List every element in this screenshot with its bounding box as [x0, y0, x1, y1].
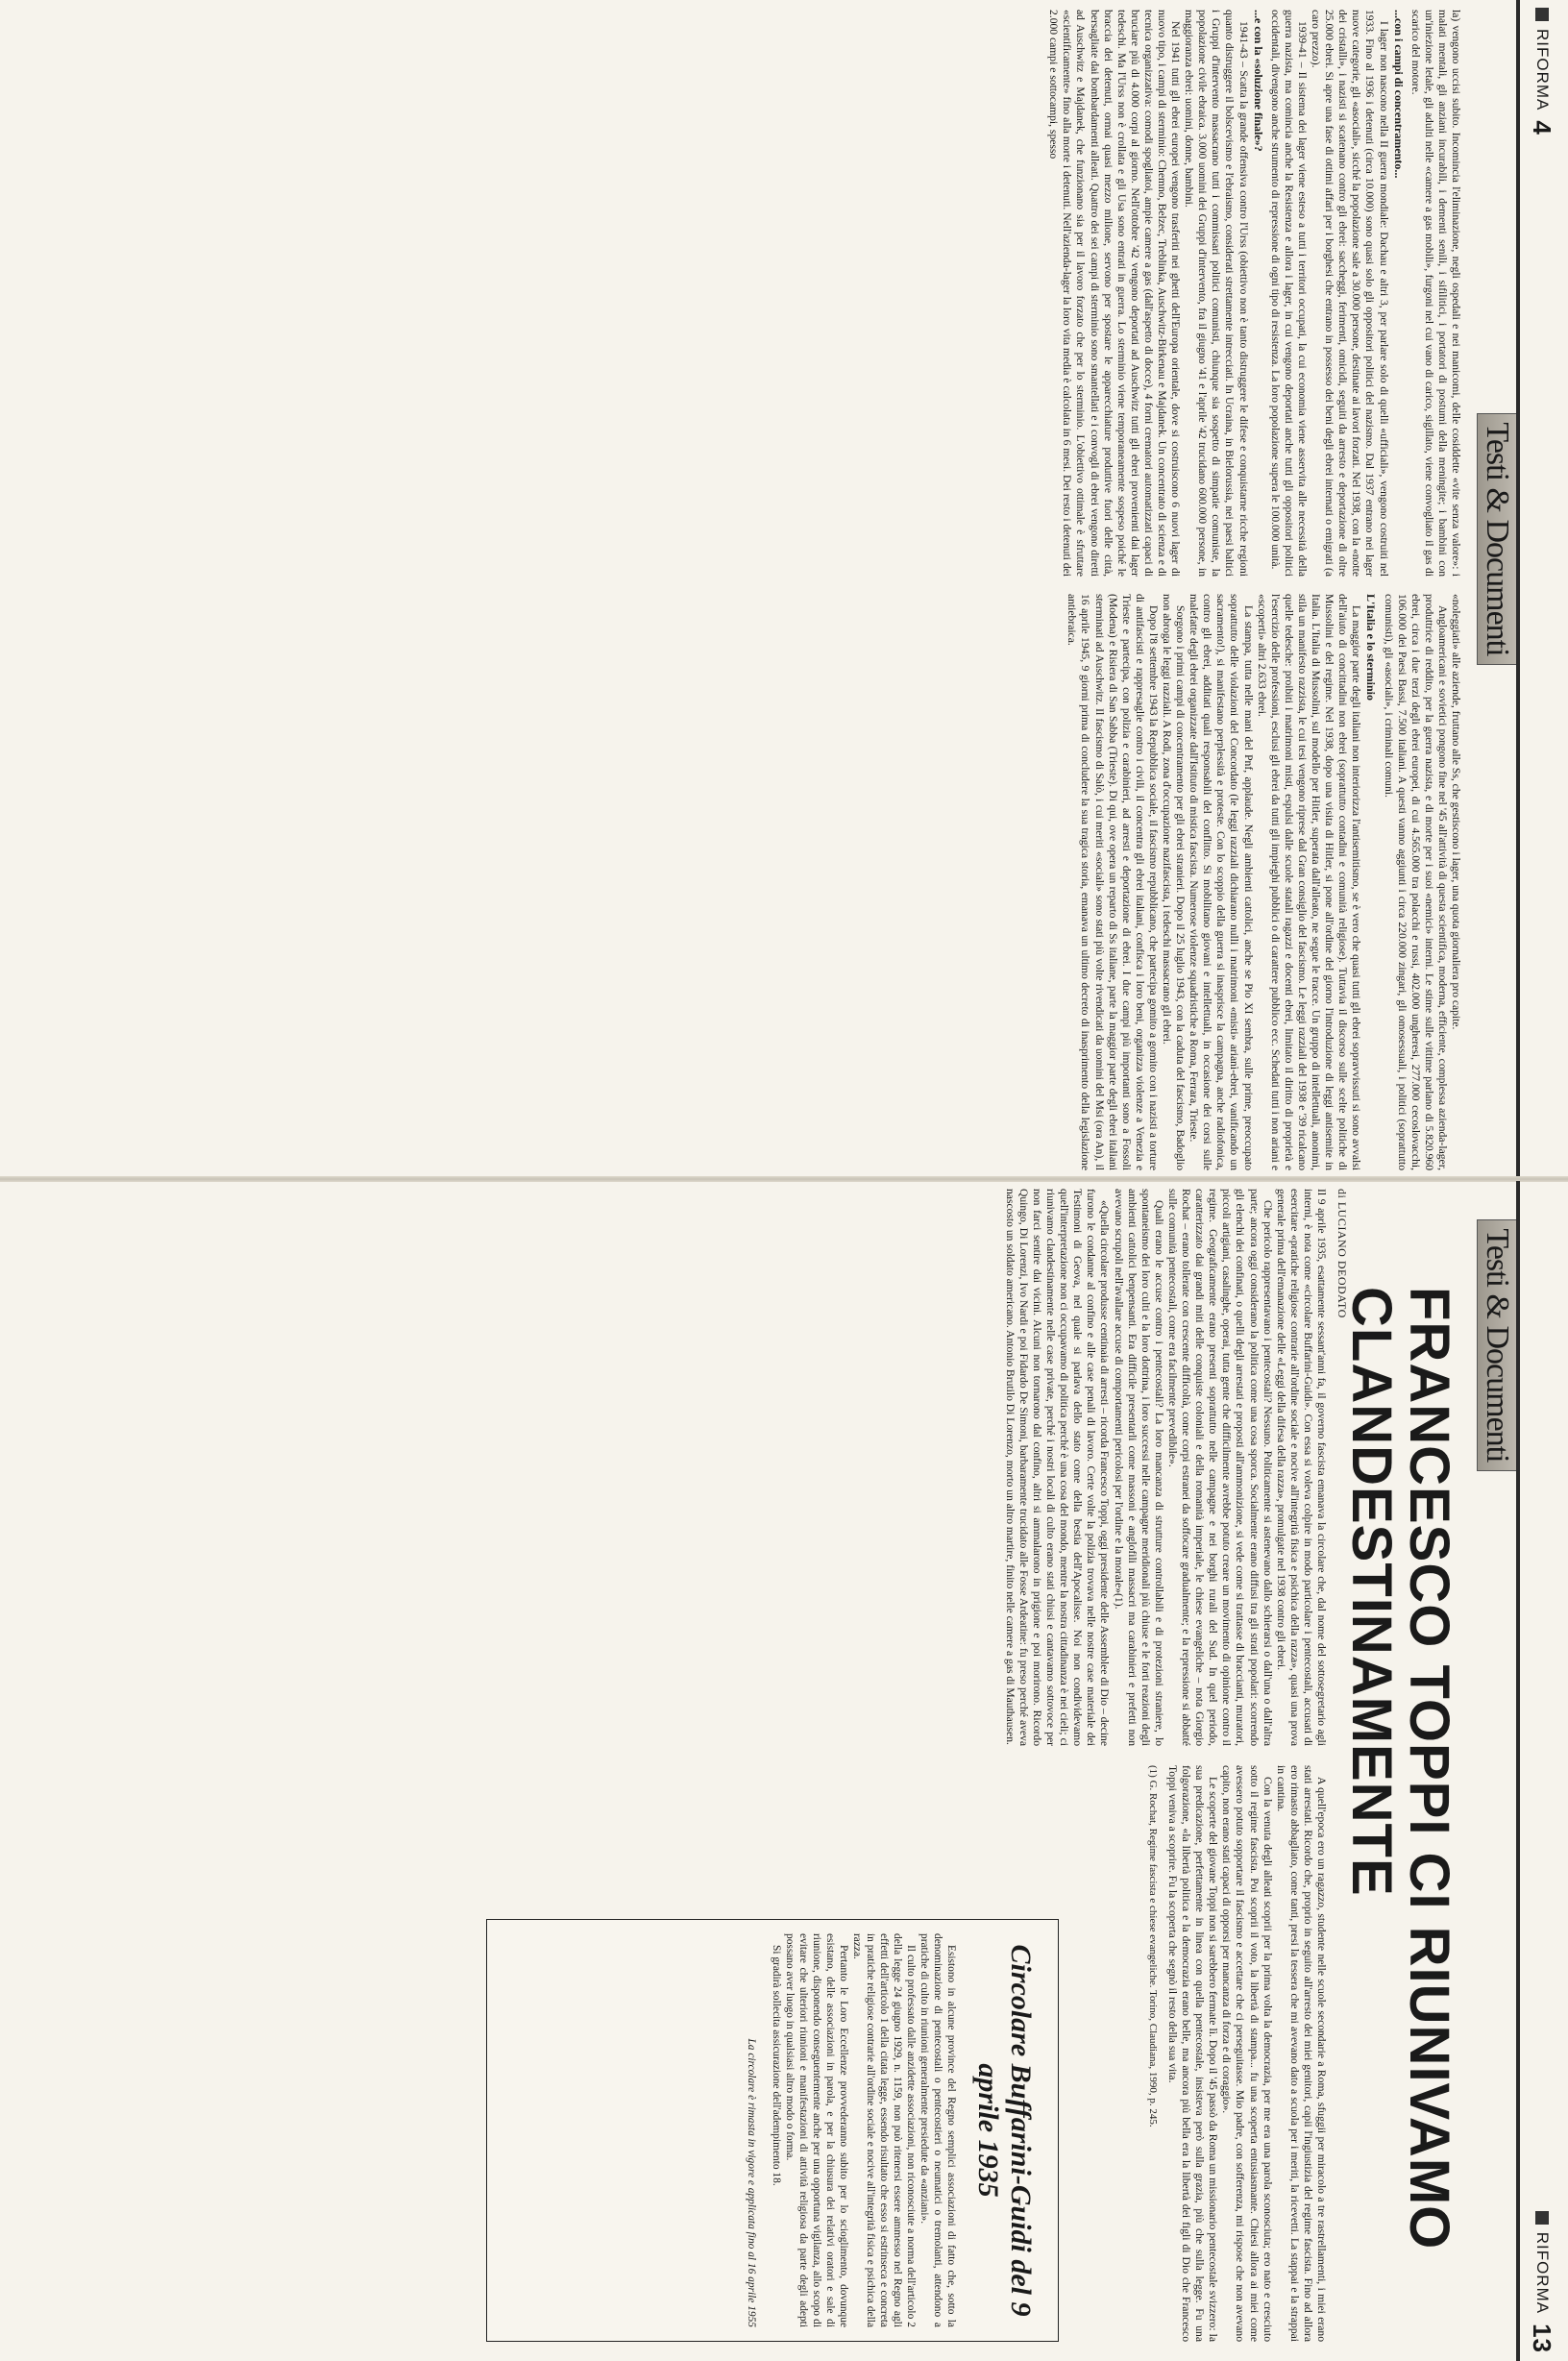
folio-name: RIFORMA	[1533, 29, 1552, 111]
circular-paragraph: Si gradirà sollecita assicurazione dell'adempimento 18.	[771, 1945, 782, 2186]
folio-square-icon	[1535, 8, 1549, 21]
right-column-2	[1146, 1765, 1328, 2342]
folio-square-icon	[1535, 2211, 1549, 2225]
paragraph: la) vengono uccisi subito. Incomincia l'eliminazione, negli ospedali e nei manicomi, delle cosiddette «vite senza valore»: i malati mentali, gli anziani incurabili, i dementi senili, i sifilitici, i portatori di postumi della meningite; i bambini con un'iniezione letale, gli adulti nelle «camere a gas mobili», furgoni nel cui vano di carico, sigillato, viene convogliato il gas di scarico del motore.	[1409, 10, 1462, 577]
subheading: ...con i campi di concentramento...	[1391, 10, 1406, 179]
left-folio	[1530, 8, 1555, 135]
subheading: ...e con la «soluzione finale»?	[1251, 10, 1265, 152]
left-page	[0, 0, 1568, 1180]
paragraph: Quali erano le accuse contro i pentecostali? La loro mancanza di strutture controllabili e di protezioni straniere, lo spontaneismo dei loro culti e la loro dottrina, i loro successi nelle campagne meridionali più chiuse e le forti reazioni degli ambienti cattolici benpensanti. Era difficile presentarli come massoni e anglofili massacri ma carabinieri e prefetti non avevano scrupoli nell'avallare accuse di comportamenti pericolosi per l'ordine e la morale»(1).	[1112, 1189, 1165, 1746]
circular-body	[770, 1933, 958, 2327]
right-column-1	[1003, 1189, 1328, 1746]
paragraph: «noleggiati» alle aziende, fruttano alle Ss, che gestiscono i lager, una quota giornaliera pro capite.	[1450, 594, 1462, 1030]
circular-paragraph: Esistono in alcune province del Regno semplici associazioni di fatto che, sotto la denominazione di pentecostali o pentecostieri o neumatici o tremolanti, attendono a pratiche di culto in riunioni generalmente presiedute da «anziani».	[919, 1933, 957, 2327]
page-number: 13	[1528, 2324, 1557, 2353]
circular-box	[486, 1919, 1059, 2342]
paragraph: I lager non nascono nella II guerra mondiale: Dachau e altri 3, per parlare solo di quelli «ufficiali», vengono costruiti nel 1933. Fino al 1936 i detenuti (circa 10.000) sono quasi solo gli oppositori politici del nazismo. Dal 1937 entrano nei lager nuove categorie, gli «asociali», sicché la popolazione sale a 30.000 persone, destinate ai lavori forzati. Nel 1938, con la «notte dei cristalli», i nazisti si scatenano contro gli ebrei: saccheggi, ferimenti, omicidi, seguiti da arresto e deportazione di oltre 25.000 ebrei. Si apre una fase di ottimi affari per i borghesi che entrano in possesso dei beni degli ebrei internati o emigrati (a caro prezzo).	[1310, 10, 1390, 577]
paragraph: Dopo l'8 settembre 1943 la Repubblica sociale, il fascismo repubblicano, che partecipa gomito a gomito con i nazisti a torture di antifascisti e rappresaglie contro i civili, il concentra gli ebrei italiani, confisca i loro beni, organizza violenze a Venezia e Trieste e partecipa, con polizia e carabinieri, ad arresti e deportazione di ebrei. I due campi più importanti sono a Fossoli (Modena) e Risiera di San Sabba (Trieste). Di qui, ove opera un reparto di Ss italiane, parte la maggior parte degli ebrei italiani sterminati ad Auschwitz. Il fascismo di Salò, i cui meriti «sociali» sono stati più volte rivendicati da uomini del Msi (ora An), il 16 aprile 1945, 9 giorni prima di concludere la sua tragica storia, emanava un ultimo decreto di inasprimento della legislazione antiebraica.	[1066, 594, 1160, 1170]
right-page	[0, 1181, 1568, 2361]
paragraph: La maggior parte degli italiani non interiorizza l'antisemitismo, se è vero che quasi tutti gli ebrei sopravvissuti si sono avvalsi dell'aiuto di concittadini non ebrei (soprattutto contadini e comunità religiose). Tuttavia il discorso sulle scelte politiche di Mussolini e del regime. Nel 1938, dopo una visita di Hitler, si pone all'ordine del giorno l'introduzione di leggi antisemite in Italia. L'Italia di Mussolini, sul modello per Hitler, superata dall'alleato, ne segue le tracce. Un gruppo di intellettuali, anonimi, stila un manifesto razzista, le cui tesi vengono riprese dal Gran consiglio del fascismo. Le leggi razziali del 1938 e '39 ricalcano quelle tedesche: proibiti i matrimoni misti, espulsi dalle scuole statali ragazzi e docenti ebrei, limitato il diritto di proprietà e l'esercizio delle professioni, esclusi gli ebrei da tutti gli impieghi pubblici o di carattere pubblico ecc. Schedati tutti i non ariani e «scoperti» altri 2.633 ebrei.	[1255, 594, 1363, 1170]
circular-footer: La circolare è rimasta in vigore e applicata fino al 16 aprile 1955	[746, 2038, 757, 2327]
left-column-2	[1065, 594, 1462, 1170]
subheading: L'Italia e lo sterminio	[1364, 594, 1379, 701]
page-number: 4	[1528, 120, 1557, 135]
header-rule	[1516, 0, 1520, 1180]
paragraph: Che pericolo rappresentavano i pentecostali? Nessuno. Politicamente si astenevano dallo schierarsi o dall'una o dall'altra parte; ancora oggi considerano la politica come una cosa sporca. Socialmente erano diffusi tra gli strati popolari: scorrendo gli elenchi dei confinati, o quelli degli arrestati e proposti all'ammonizione, si vede come si trattasse di braccianti, muratori, piccoli artigiani, casalinghe, operai, tutta gente che difficilmente avrebbe potuto creare un movimento di opinione contro il regime. Geograficamente erano presenti soprattutto nelle campagne e nei borghi rurali del Sud. In quel periodo, caratterizzato dai grandi miti delle conquiste coloniali e della romanità imperiale, le chiese evangeliche – nota Giorgio Rochat – erano tollerate con crescente difficoltà, come corpi estranei da soffocare gradualmente; e la repressione si abbatté sulle comunità pentecostali, come era facilmente prevedibile».	[1165, 1189, 1274, 1746]
header-rule	[1516, 1181, 1520, 2361]
paragraph: Il 9 aprile 1935, esattamente sessant'anni fa, il governo fascista emanava la circolare che, dal nome del sottosegretario agli interni, è nota come «circolare Buffarini-Guidi». Con essa si voleva colpire in modo particolare i pentecostali, accusati di esercitare «pratiche religiose contrarie all'ordine sociale e nocive all'integrità fisica e psichica della razza», quasi una prova generale prima dell'emanazione delle «Leggi della difesa della razza», promulgate nel 1938 contro gli ebrei.	[1274, 1189, 1328, 1746]
left-column-1	[1046, 10, 1462, 577]
paragraph: 1941-43 – Scatta la grande offensiva contro l'Urss (obiettivo non è tanto distruggere le difese e conquistarne ricche regioni quanto distruggere il bolscevismo e l'ebraismo, considerati strettamente intrecciati. In Ucraina, in Bielorussia, nei paesi baltici i Gruppi d'intervento massacrano tutti i commissari politici comunisti, chiunque sia sospetto di simpatie comuniste, la popolazione civile ebraica. 3.000 uomini dei Gruppi d'intervento, fra il giugno '41 e l'aprile '42 trucidano 600.000 persone, in maggioranza ebrei: uomini, donne, bambini.	[1183, 10, 1250, 577]
paragraph: A quell'epoca ero un ragazzo, studente nelle scuole secondarie a Roma, sfuggii per miracolo a tre rastrellamenti, i miei erano stati arrestati. Ricordo che, proprio in seguito all'arresto dei miei genitori, capii l'ingiustizia del regime fascista. Fino ad allora ero rimasto abbagliato, come tanti, presi la tessera che mi avevano dato a scuola per i meriti, la ricevetti. La stappai e la strappai in cantina.	[1274, 1765, 1328, 2342]
circular-title: Circolare Buffarini-Guidi del 9 aprile 1935	[972, 1944, 1037, 2317]
paragraph: 1939-41 – Il sistema dei lager viene esteso a tutti i territori occupati, la cui economia viene asservita alle necessità della guerra nazista, ma comincia anche la Resistenza e allora i lager, in cui vengono deportati anche tutti gli oppositori politici occidentali, divengono anche strumento di repressione di ogni tipo di resistenza. La loro popolazione supera le 100.000 unità.	[1268, 10, 1309, 577]
paragraph: «Quella circolare produsse centinaia di arresti – ricorda Francesco Toppi, oggi presidente delle Assemblee di Dio – decine furono le condanne al confino e alle case penali di lavoro. Certe volte la polizia trovava nelle nostre case materiale dei Testimoni di Geova, nel quale si parlava dello stato come della bestia dell'Apocalisse. Noi non condividevamo quell'interpretazione non ci occupavamo di politica perché è una cosa del mondo, mentre la nostra cittadinanza è nei cieli; ci riunivamo clandestinamente nelle case private, perché i nostri locali di culto erano stati chiusi e cantavamo sottovoce per non farci sentire dai vicini. Alcuni non tornarono dal confino, altri si ammalarono in prigione e poi morirono. Ricordo Quingo, Di Lorenzi, Ivo Nardi e poi Fidardo De Simoni, barbaramente trucidato alle Fosse Ardeatine: fu preso perché aveva nascosto un soldato americano. Antonio Brutilo Di Lorenzo, morto un altro martire, finito nelle camere a gas di Mauthausen.	[1003, 1189, 1112, 1746]
paragraph: Nel 1941 tutti gli ebrei europei vengono trasferiti nei ghetti dell'Europa orientale, dove si costruiscono 6 nuovi lager di nuovo tipo, i campi di sterminio: Chemno, Belzec, Treblinka, Auschwitz-Birkenau e Majdanek. Un concentrato di scienza e di tecnica organizzativa: comodi spogliatoi, ampie camere a gas (dall'aspetto di docce), 4 forni crematori automatizzati capaci di bruciare più di 4.000 corpi al giorno. Nell'ottobre '42 vengono deportati ad Auschwitz tutti gli ebrei provenienti dai lager tedeschi. Ma l'Urss non è crollata e gli Usa sono entrati in guerra. Lo sterminio viene temporaneamente sospeso poiché le braccia dei detenuti, ormai quasi mezzo milione, servono per spostare le apparecchiature produttive fuori delle città, bersagliate dai bombardamenti alleati. Quattro dei sei campi di sterminio sono smantellati e i convogli di ebrei vengono diretti ad Auschwitz e Majdanek, che funzionano sia per il lavoro forzato che per lo sterminio. L'obiettivo ottimale è sfruttare «scientificamente» fino alla morte i detenuti. Nell'azienda-lager la loro vita media è calcolata in 6 mesi. Dei resto i detenuti dei 2.000 campi e sottocampi, spesso	[1047, 10, 1183, 577]
paragraph: La stampa, tutta nelle mani del Pnf, applaude. Negli ambienti cattolici, anche se Pio XI sembra, sulle prime, preoccupato soprattutto delle violazioni del Concordato (le leggi razziali dichiarano nulli i matrimoni «misti» arianì-ebrei, vanificando un sacramento!), si manifestano perplessità e proteste. Con lo scoppio della guerra si inasprisce la campagna, anche radiofonica, contro gli ebrei, additati quali responsabili del conflitto. Si mobilitano giovani e intellettuali, in occasione dei corsi sulle malefatte degli ebrei organizzate dall'Istituto di mistica fascista. Numerose violenze squadristiche a Roma, Ferrara, Trieste.	[1188, 594, 1255, 1170]
circular-paragraph: Il culto professato dalle anzidette associazioni, non riconosciute a norma dell'articolo 2 della legge 24 giugno 1929, n. 1159, non può ritenersi essere ammesso nel Regno agli effetti dell'articolo 1 della citata legge, essendo risultato che esso si estrinseca e concreta in pratiche religiose contrarie all'ordine sociale e nocive all'integrità fisica e psichica della razza.	[851, 1933, 917, 2327]
right-folio	[1530, 2211, 1555, 2353]
paragraph: Angloamericani e sovietici pongono fine nel '45 all'attività di questa scientifica, moderna, efficiente, complessa azienda-lager, produttrice di reddito, per la guerra nazista, e di morte per i suoi «nemici» interni. Le stime sulle vittime parlano di 5.820.960 ebrei, circa i due terzi degli ebrei europei, di cui 4.565.000 tra polacchi e russi, 402.000 ungheresi, 277.000 cecoslovacchi, 106.000 dei Paesi Bassi, 7.500 italiani. A questi vanno aggiunti i circa 220.000 zingari, gli omosessuali, i politici (soprattutto comunisti), gli «asociali», i criminali comuni.	[1382, 594, 1449, 1170]
article-headline: FRANCESCO TOPPI CI RIUNIVAMO CLANDESTINAMENTE	[1340, 1287, 1460, 2250]
section-tab: Testi & Documenti	[1477, 413, 1516, 665]
section-tab: Testi & Documenti	[1477, 1219, 1516, 1471]
folio-name: RIFORMA	[1533, 2231, 1552, 2315]
footnote: (1) G. Rochat, Regime fascista e chiese evangeliche. Torino, Claudiana, 1990, p. 245.	[1146, 1765, 1159, 2127]
article-byline: di LUCIANO DEODATO	[1335, 1189, 1349, 1318]
circular-paragraph: Pertanto le Loro Eccellenze provvederanno subito per lo scioglimento, dovunque esistano, delle associazioni in parola, e per la chiusura dei relativi oratori e sale di riunione, disponendo conseguentemente anche per una opportuna vigilanza, allo scopo di evitare che ulteriori riunioni e manifestazioni di attività religiosa da parte degli adepti possano aver luogo in qualsiasi altro modo o forma.	[784, 1933, 849, 2327]
paragraph: Sorgono i primi campi di concentramento per gli ebrei stranieri. Dopo il 25 luglio 1943, con la caduta del fascismo, Badoglio non abroga le leggi razziali. A Rodi, zona d'occupazione nazifascista, i tedeschi massacrano gli ebrei.	[1161, 594, 1188, 1170]
paragraph: Con la venuta degli alleati scoprii per la prima volta la democrazia, per me era una parola sconosciuta; ero nato e cresciuto sotto il regime fascista. Poi scoprii il voto, la libertà di stampa... fu una scoperta entusiasmante. Chiesi allora ai miei come avessero potuto sopportare il fascismo e accettare che ci perseguitasse. Mio padre, con sofferenza, mi rispose che non avevano capito, non erano stati capaci di opporsi per mancanza di forza e di coraggio».	[1220, 1765, 1274, 2342]
paragraph: Le scoperte del giovane Toppi non si sarebbero fermate lì. Dopo il '45 passò da Roma un missionario pentecostale svizzero: la sua predicazione, perfettamente in linea con quella pentecostale, insisteva però sulla grazia, più che sulla legge. Fu una folgorazione, «la libertà politica e la democrazia erano belle, ma ancora più bella era la libertà dei figli di Dio che Francesco Toppi veniva a scoprire. Fu la scoperta che segnò il resto della sua vita.	[1165, 1765, 1220, 2342]
